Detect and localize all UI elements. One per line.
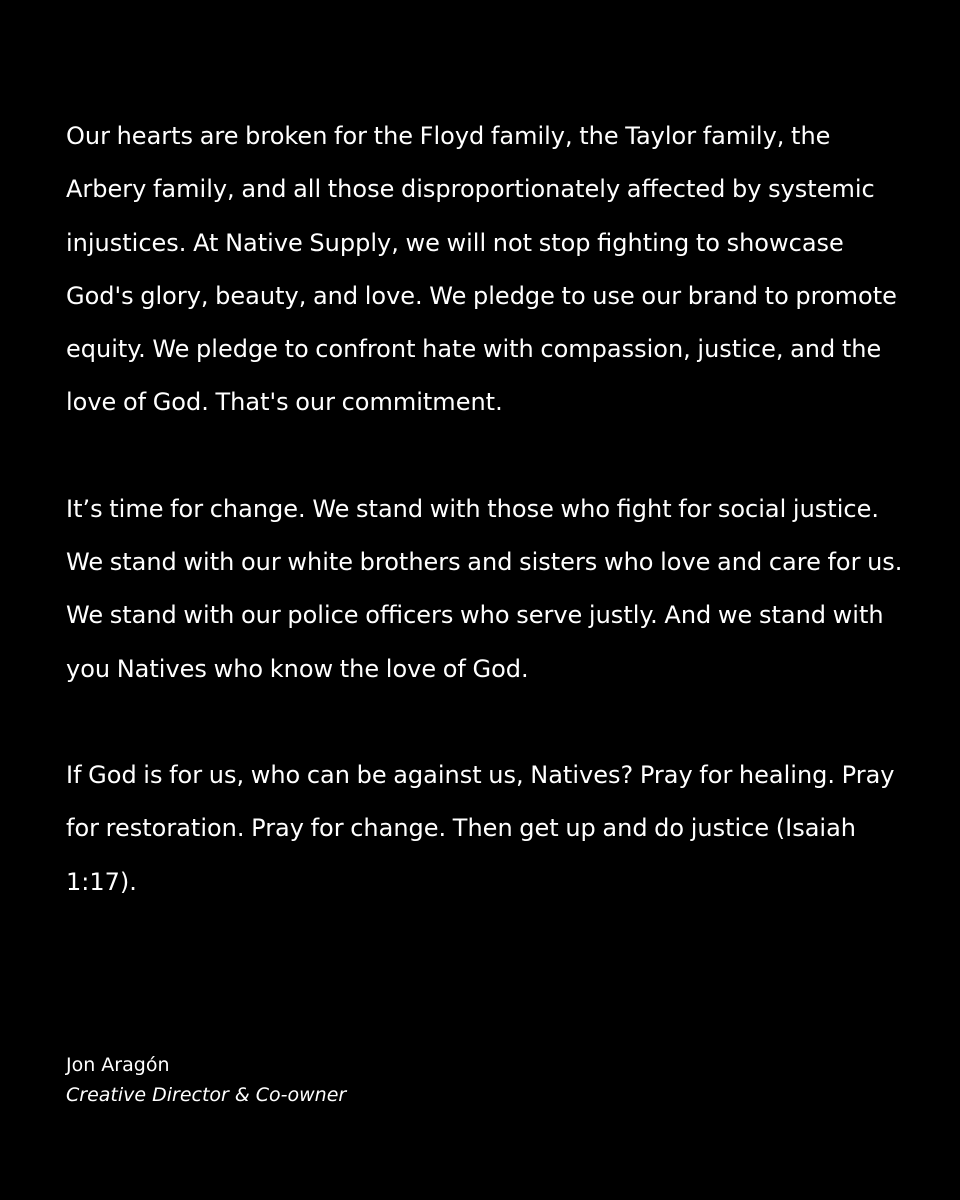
statement-paragraph-1: Our hearts are broken for the Floyd family, the Taylor family, the Arbery family, and all those disproportionately affected by systemic injustices. At Native Supply, we will not stop fighting to showcase God's glory, beauty, and love. We pledge to use our brand to promote equity. We pledge to confront hate with compassion, justice, and the love of God. That's our commitment. <box>66 122 897 417</box>
statement-paragraph-3: If God is for us, who can be against us, Natives? Pray for healing. Pray for restoration. Pray for change. Then get up and do justice (Isaiah 1:17). <box>66 760 895 896</box>
signature-block <box>66 1050 346 1110</box>
statement-paragraph-2: It’s time for change. We stand with those who fight for social justice. We stand with our white brothers and sisters who love and care for us. We stand with our police officers who serve justly. And we stand with you Natives who know the love of God. <box>66 494 903 683</box>
signature-role: Creative Director & Co-owner <box>66 1084 347 1106</box>
statement-body <box>66 110 906 909</box>
signature-name: Jon Aragón <box>66 1054 170 1076</box>
